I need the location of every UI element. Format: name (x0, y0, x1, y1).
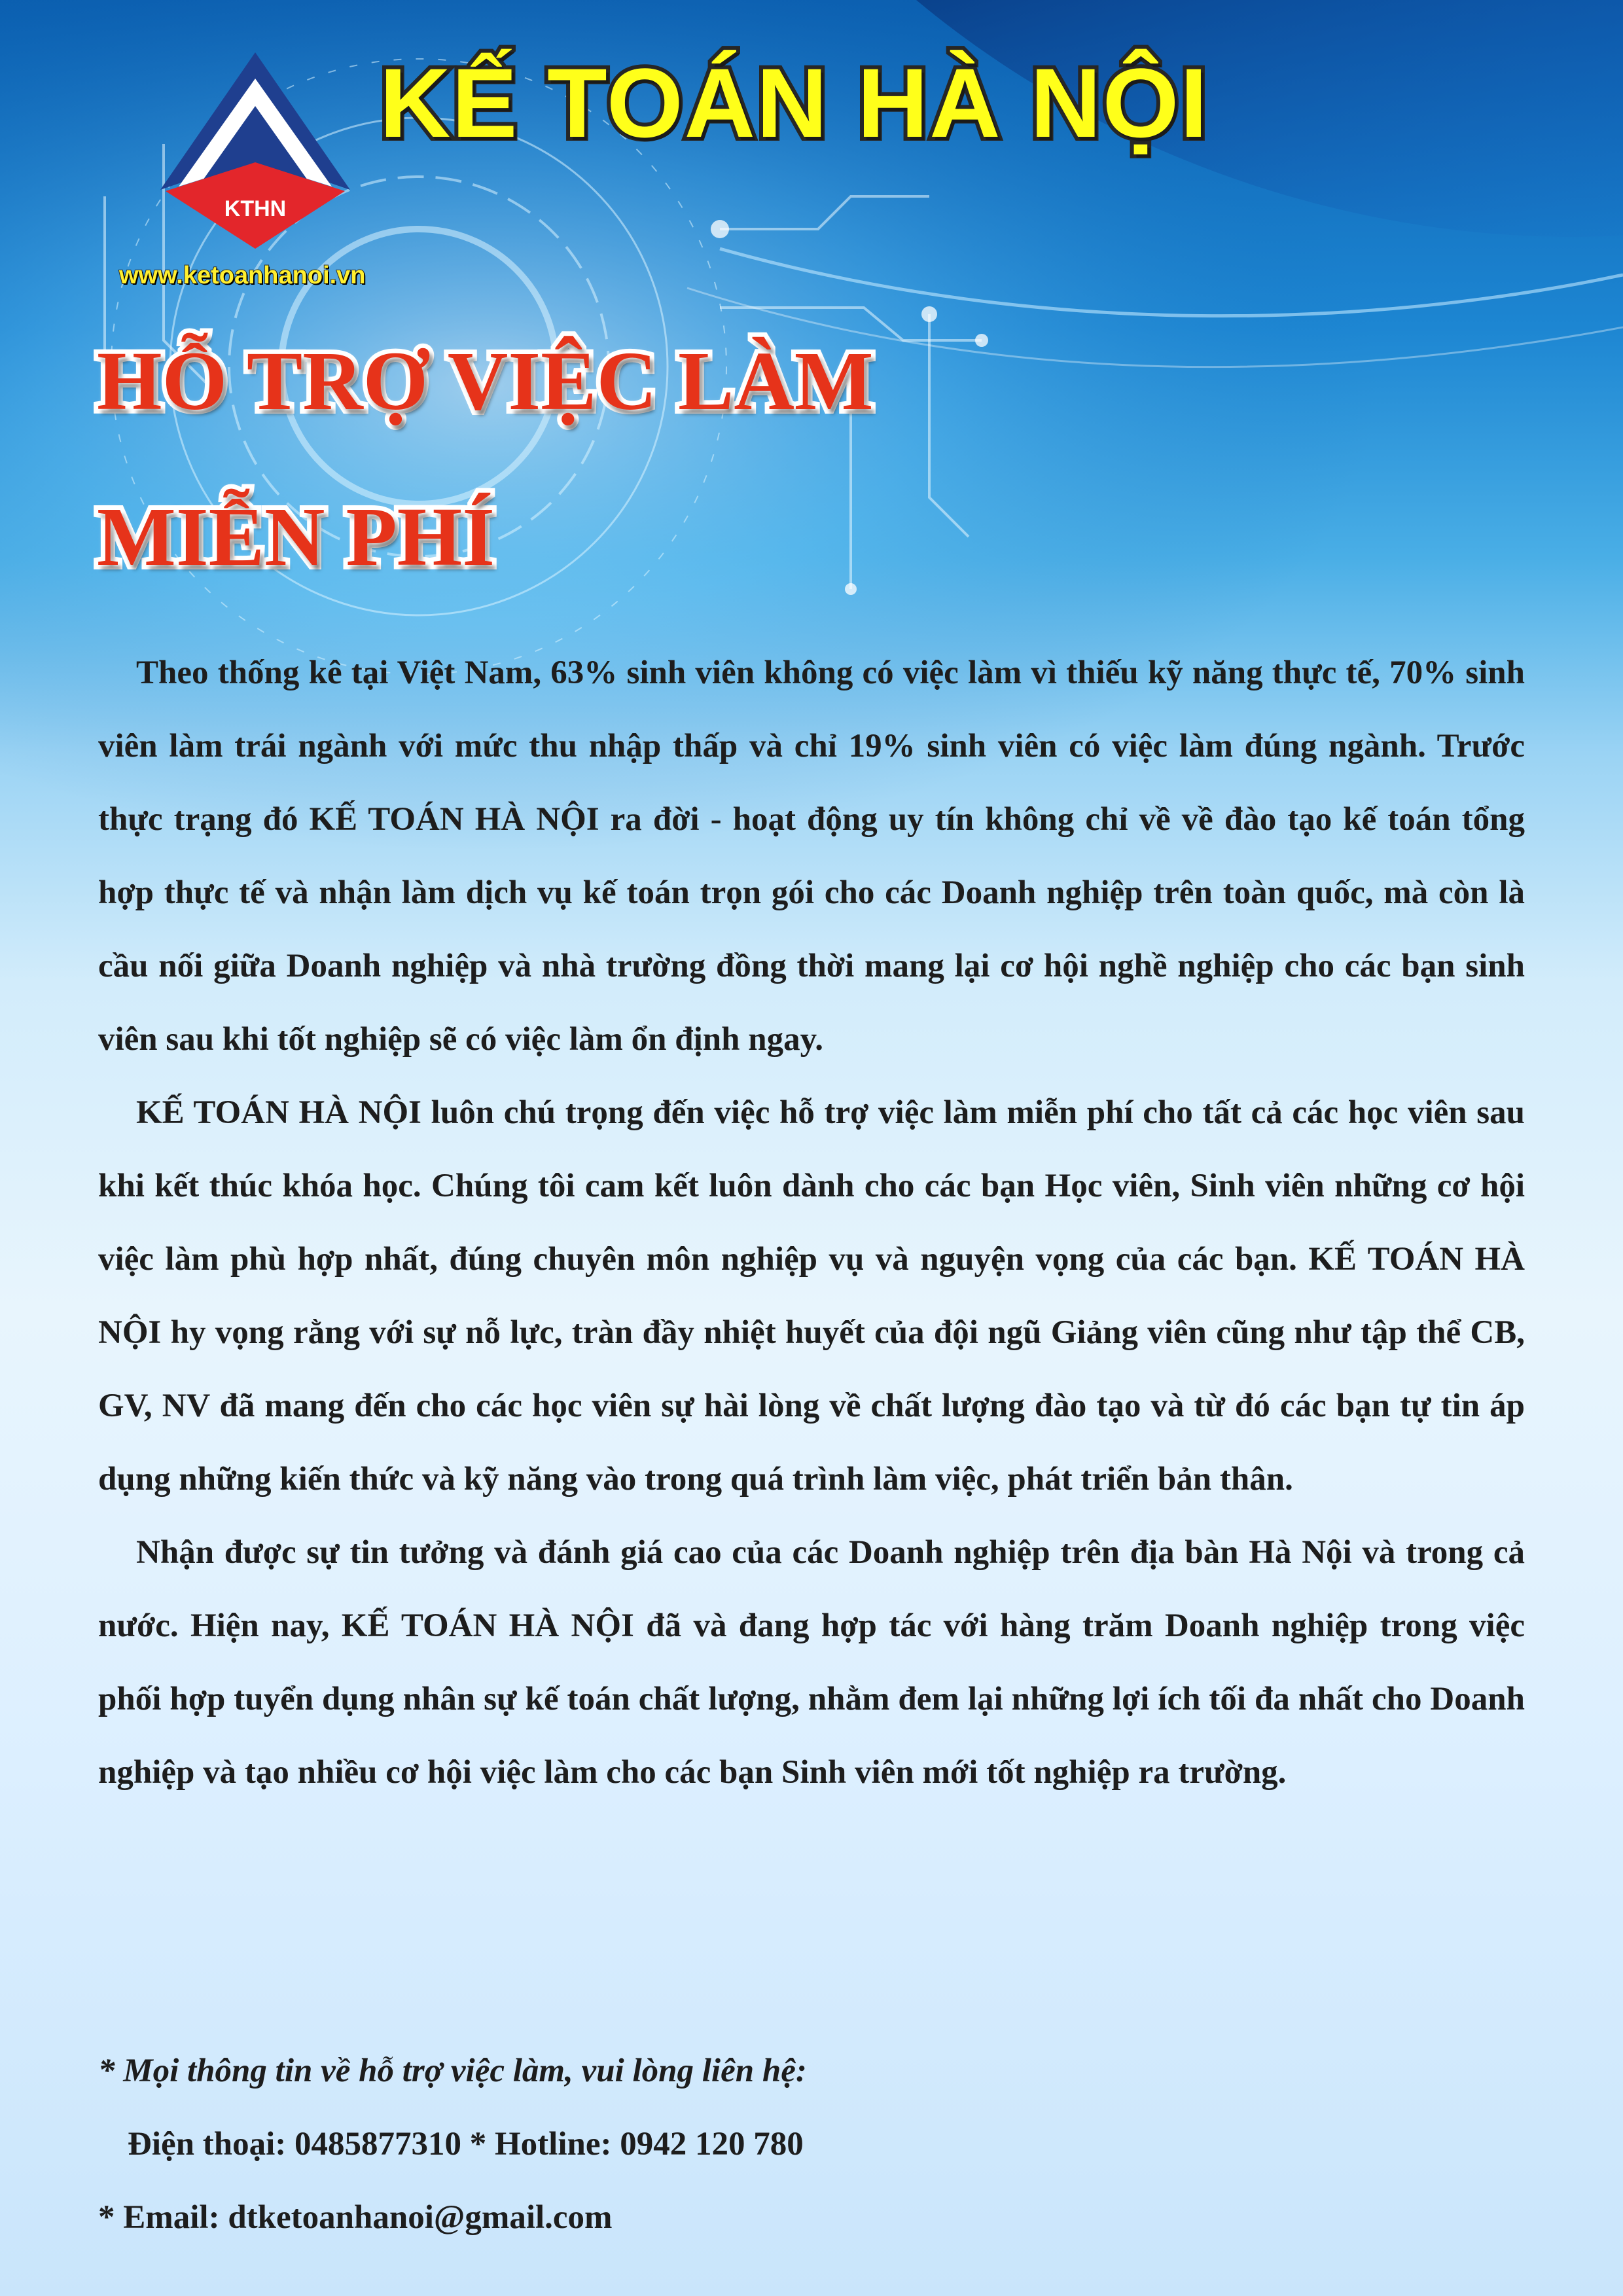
brand-title: KẾ TOÁN HÀ NỘI (380, 48, 1209, 158)
contact-email: * Email: dtketoanhanoi@gmail.com (98, 2199, 613, 2236)
headline-line-1: HỖ TRỢ VIỆC LÀM (97, 334, 874, 427)
paragraph-2: KẾ TOÁN HÀ NỘI luôn chú trọng đến việc hỗ trợ việc làm miễn phí cho tất cả các học viên sau khi kết thúc khóa học. Chúng tôi cam kết luôn dành cho các bạn Học viên, Sinh viên những cơ hội việc làm phù hợp nhất, đúng chuyên môn nghiệp vụ và nguyện vọng của các bạn. KẾ TOÁN HÀ NỘI hy vọng rằng với sự nỗ lực, tràn đầy nhiệt huyết của đội ngũ Giảng viên cũng như tập thể CB, GV, NV đã mang đến cho các học viên sự hài lòng về chất lượng đào tạo và từ đó các bạn tự tin áp dụng những kiến thức và kỹ năng vào trong quá trình làm việc, phát triển bản thân. (98, 1094, 1525, 1498)
paragraph-1: Theo thống kê tại Việt Nam, 63% sinh viên không có việc làm vì thiếu kỹ năng thực tế, 70% sinh viên làm trái ngành với mức thu nhập thấp và chỉ 19% sinh viên có việc làm đúng ngành. Trước thực trạng đó KẾ TOÁN HÀ NỘI ra đời - hoạt động uy tín không chỉ về về đào tạo kế toán tổng hợp thực tế và nhận làm dịch vụ kế toán trọn gói cho các Doanh nghiệp trên toàn quốc, mà còn là cầu nối giữa Doanh nghiệp và nhà trường đồng thời mang lại cơ hội nghề nghiệp cho các bạn sinh viên sau khi tốt nghiệp sẽ có việc làm ổn định ngay. (98, 655, 1525, 1058)
contact-heading: * Mọi thông tin về hỗ trợ việc làm, vui lòng liên hệ: (98, 2053, 807, 2089)
body-text (98, 636, 1525, 1809)
paragraph-3: Nhận được sự tin tưởng và đánh giá cao của các Doanh nghiệp trên địa bàn Hà Nội và trong cả nước. Hiện nay, KẾ TOÁN HÀ NỘI đã và đang hợp tác với hàng trăm Doanh nghiệp trong việc phối hợp tuyển dụng nhân sự kế toán chất lượng, nhằm đem lại những lợi ích tối đa nhất cho Doanh nghiệp và tạo nhiều cơ hội việc làm cho các bạn Sinh viên mới tốt nghiệp ra trường. (98, 1534, 1525, 1791)
kthn-logo (160, 52, 350, 249)
logo-text: KTHN (224, 196, 287, 221)
contact-phone: Điện thoại: 0485877310 * Hotline: 0942 120 780 (128, 2126, 804, 2162)
website-url[interactable]: www.ketoanhanoi.vn (119, 262, 366, 289)
headline-line-2: MIỄN PHÍ (97, 490, 495, 583)
